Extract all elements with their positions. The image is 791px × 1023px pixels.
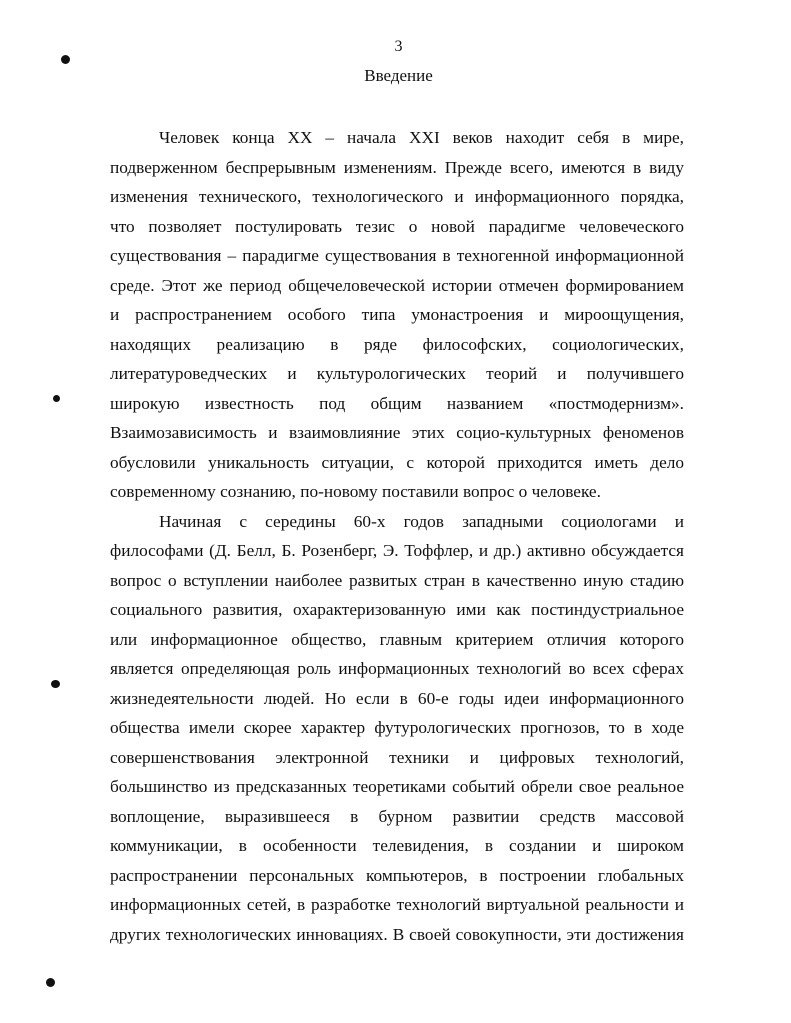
margin-mark-bullet xyxy=(46,978,55,987)
text-line: информационных сетей, в разработке технологий виртуальной реальности и xyxy=(110,895,684,914)
text-line: большинство из предсказанных теоретиками событий обрели свое реальное xyxy=(110,777,684,796)
text-line: изменения технического, технологического и информационного порядка, xyxy=(110,187,684,206)
text-line: вопрос о вступлении наиболее развитых стран в качественно иную стадию xyxy=(110,570,684,590)
text-line: Взаимозависимость и взаимовлияние этих социо-культурных феноменов xyxy=(110,423,684,442)
text-line: коммуникации, в особенности телевидения, в создании и широком xyxy=(110,836,684,855)
text-line: является определяющая роль информационных технологий во всех сферах xyxy=(110,659,684,678)
text-line: распространении персональных компьютеров, в построении глобальных xyxy=(110,865,684,885)
text-line: подверженном беспрерывным изменениям. Прежде всего, имеются в виду xyxy=(110,157,684,177)
text-line: литературоведческих и культурологических теорий и получившего xyxy=(110,364,684,383)
text-line: находящих реализацию в ряде философских, социологических, xyxy=(110,334,684,354)
text-line: среде. Этот же период общечеловеческой истории отмечен формированием xyxy=(110,275,684,295)
text-line: современному сознанию, по-новому поставили вопрос о человеке. xyxy=(110,482,601,501)
margin-mark-bullet xyxy=(51,680,60,688)
text-line: совершенствования электронной техники и цифровых технологий, xyxy=(110,747,684,767)
page-title: Введение xyxy=(364,66,433,85)
text-line: философами (Д. Белл, Б. Розенберг, Э. Тоффлер, и др.) активно обсуждается xyxy=(110,541,684,560)
margin-mark-bullet xyxy=(53,395,60,402)
text-line: Человек конца XX – начала XXI веков находит себя в мире, xyxy=(159,128,684,147)
text-line: социального развития, охарактеризованную ими как постиндустриальное xyxy=(110,600,684,619)
margin-mark-bullet xyxy=(61,55,70,64)
text-line: жизнедеятельности людей. Но если в 60-е годы идеи информационного xyxy=(110,688,684,708)
paragraph-1 xyxy=(110,123,684,507)
body-text xyxy=(110,123,684,949)
text-line: или информационное общество, главным критерием отличия которого xyxy=(110,629,684,649)
text-line: существования – парадигме существования в техногенной информационной xyxy=(110,246,684,265)
text-line: общества имели скорее характер футурологических прогнозов, то в ходе xyxy=(110,718,684,737)
text-line: и распространением особого типа умонастроения и мироощущения, xyxy=(110,305,684,324)
text-line: обусловили уникальность ситуации, с которой приходится иметь дело xyxy=(110,452,684,472)
text-line: воплощение, выразившееся в бурном развитии средств массовой xyxy=(110,806,684,826)
paragraph-2 xyxy=(110,507,684,950)
text-line: других технологических инновациях. В своей совокупности, эти достижения xyxy=(110,924,684,944)
text-line: широкую известность под общим названием «постмодернизм». xyxy=(110,393,684,413)
text-line: что позволяет постулировать тезис о новой парадигме человеческого xyxy=(110,216,684,236)
page-number: 3 xyxy=(394,38,403,55)
text-line: Начиная с середины 60-х годов западными социологами и xyxy=(159,511,684,531)
